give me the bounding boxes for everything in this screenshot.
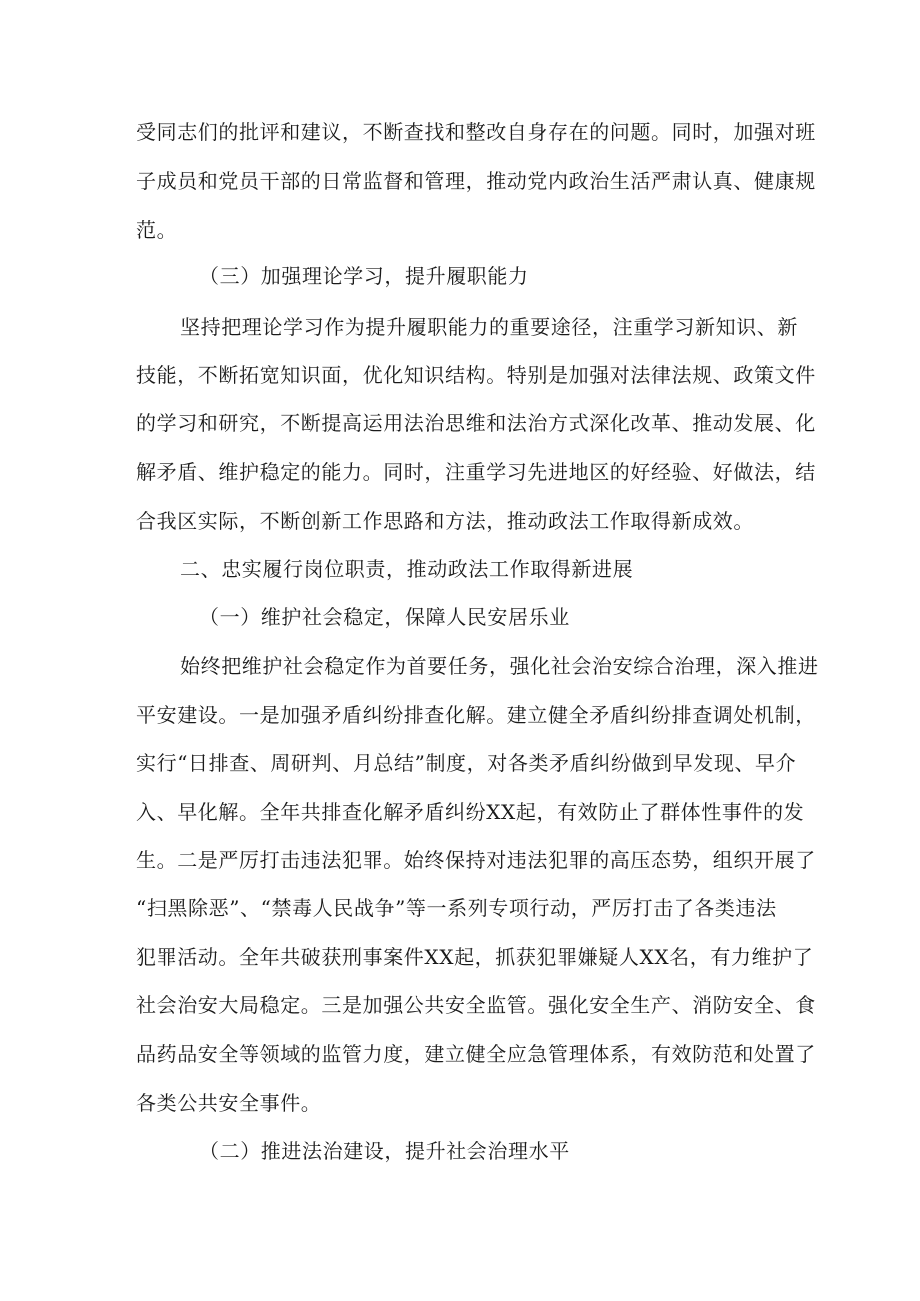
paragraph-line: 犯罪活动。全年共破获刑事案件XX起，抓获犯罪嫌疑人XX名，有力维护了 bbox=[136, 945, 814, 969]
paragraph-line: 入、早化解。全年共排查化解矛盾纠纷XX起，有效防止了群体性事件的发 bbox=[136, 800, 805, 824]
paragraph-line: 品药品安全等领域的监管力度，建立健全应急管理体系，有效防范和处置了 bbox=[136, 1042, 816, 1066]
paragraph-line: 各类公共安全事件。 bbox=[136, 1091, 322, 1115]
paragraph-line: 受同志们的批评和建议，不断查找和整改自身存在的问题。同时，加强对班 bbox=[136, 120, 816, 144]
paragraph-line: 生。二是严厉打击违法犯罪。始终保持对违法犯罪的高压态势，组织开展了 bbox=[136, 848, 816, 872]
paragraph-line: 解矛盾、维护稳定的能力。同时，注重学习先进地区的好经验、好做法，结 bbox=[136, 460, 816, 484]
paragraph-line: 合我区实际，不断创新工作思路和方法，推动政法工作取得新成效。 bbox=[136, 509, 754, 533]
subsection-heading: （一）维护社会稳定，保障人民安居乐业 bbox=[199, 605, 570, 629]
paragraph-line: 社会治安大局稳定。三是加强公共安全监管。强化安全生产、消防安全、食 bbox=[136, 993, 816, 1017]
paragraph-line: 范。 bbox=[136, 218, 178, 242]
paragraph-line: 始终把维护社会稳定作为首要任务，强化社会治安综合治理，深入推进 bbox=[180, 654, 819, 678]
paragraph-line: 坚持把理论学习作为提升履职能力的重要途径，注重学习新知识、新 bbox=[180, 315, 798, 339]
paragraph-line: “扫黑除恶”、“禁毒人民战争”等一系列专项行动，严厉打击了各类违法 bbox=[136, 896, 777, 920]
paragraph-line: 技能，不断拓宽知识面，优化知识结构。特别是加强对法律法规、政策文件 bbox=[136, 363, 816, 387]
paragraph-line: 平安建设。一是加强矛盾纠纷排查化解。建立健全矛盾纠纷排查调处机制， bbox=[136, 703, 816, 727]
subsection-heading: （三）加强理论学习，提升履职能力 bbox=[199, 264, 529, 288]
paragraph-line: 实行“日排查、周研判、月总结”制度，对各类矛盾纠纷做到早发现、早介 bbox=[136, 751, 797, 775]
subsection-heading: （二）推进法治建设，提升社会治理水平 bbox=[199, 1139, 570, 1163]
paragraph-line: 子成员和党员干部的日常监督和管理，推动党内政治生活严肃认真、健康规 bbox=[136, 169, 816, 193]
paragraph-line: 的学习和研究，不断提高运用法治思维和法治方式深化改革、推动发展、化 bbox=[136, 411, 816, 435]
section-heading: 二、忠实履行岗位职责，推动政法工作取得新进展 bbox=[180, 557, 634, 581]
